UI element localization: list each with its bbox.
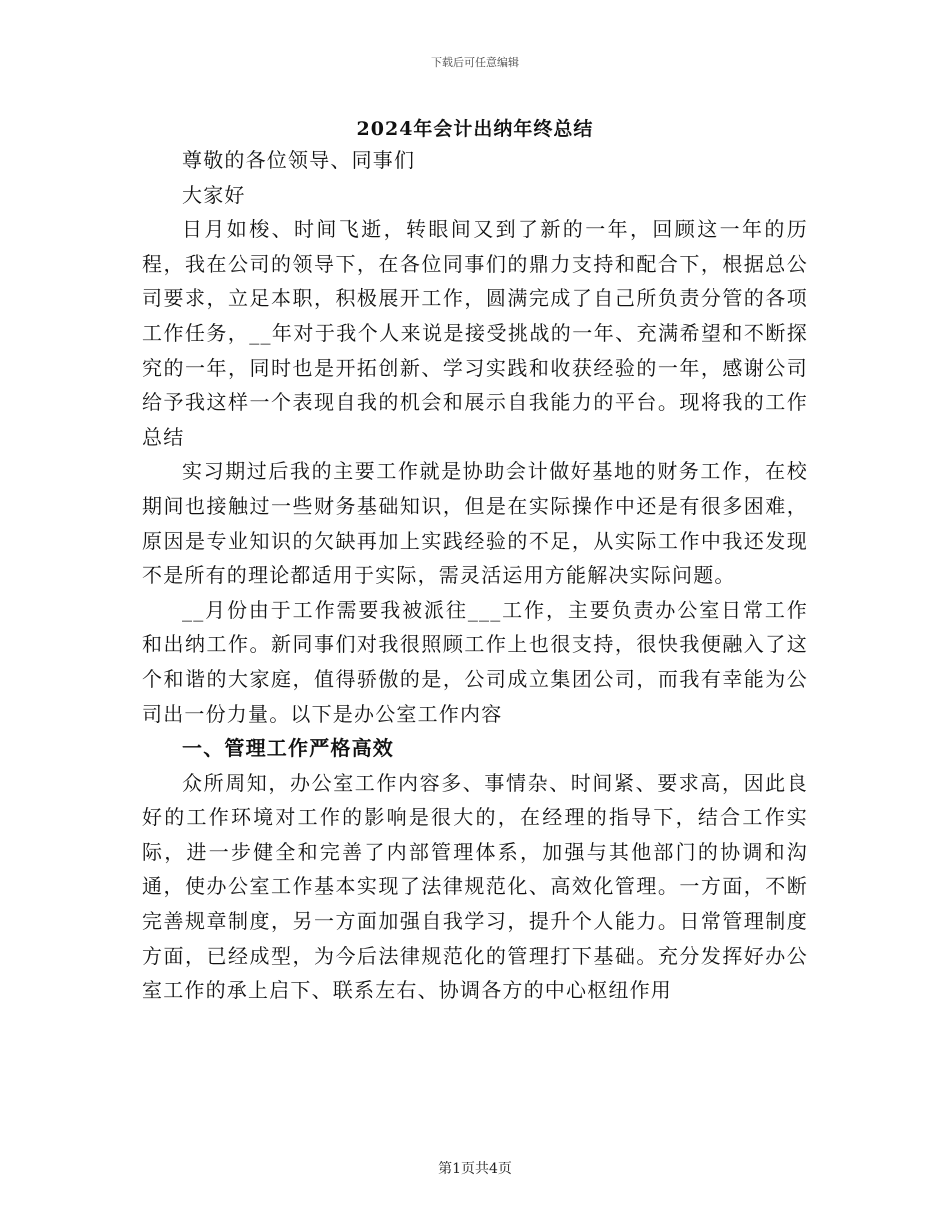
salutation: 尊敬的各位领导、同事们 bbox=[182, 148, 416, 172]
page-footer: 第1页共4页 bbox=[438, 1161, 512, 1177]
document-body bbox=[142, 143, 808, 1008]
section-heading: 一、管理工作严格高效 bbox=[182, 736, 394, 761]
body-paragraph: 实习期过后我的主要工作就是协助会计做好基地的财务工作，在校期间也接触过一些财务基础知识，但是在实际操作中还是有很多困难，原因是专业知识的欠缺再加上实践经验的不足，从实际工作中我还发现不是所有的理论都适用于实际，需灵活运用方能解决实际问题。 bbox=[142, 459, 808, 588]
body-paragraph: 日月如梭、时间飞逝，转眼间又到了新的一年，回顾这一年的历程，我在公司的领导下，在各位同事们的鼎力支持和配合下，根据总公司要求，立足本职，积极展开工作，圆满完成了自己所负责分管的各项工作任务，__年对于我个人来说是接受挑战的一年、充满希望和不断探究的一年，同时也是开拓创新、学习实践和收获经验的一年，感谢公司给予我这样一个表现自我的机会和展示自我能力的平台。现将我的工作总结 bbox=[142, 217, 808, 449]
greeting: 大家好 bbox=[182, 182, 246, 207]
header-note: 下载后可任意编辑 bbox=[431, 56, 519, 69]
body-paragraph: __月份由于工作需要我被派往___工作，主要负责办公室日常工作和出纳工作。新同事们对我很照顾工作上也很支持，很快我便融入了这个和谐的大家庭，值得骄傲的是，公司成立集团公司，而我有幸能为公司出一份力量。以下是办公室工作内容 bbox=[142, 597, 808, 726]
document-title: 2024年会计出纳年终总结 bbox=[356, 118, 594, 140]
section-paragraph: 众所周知，办公室工作内容多、事情杂、时间紧、要求高，因此良好的工作环境对工作的影响是很大的，在经理的指导下，结合工作实际，进一步健全和完善了内部管理体系，加强与其他部门的协调和沟通，使办公室工作基本实现了法律规范化、高效化管理。一方面，不断完善规章制度，另一方面加强自我学习，提升个人能力。日常管理制度方面，已经成型，为今后法律规范化的管理打下基础。充分发挥好办公室工作的承上启下、联系左右、协调各方的中心枢纽作用 bbox=[142, 770, 808, 1003]
